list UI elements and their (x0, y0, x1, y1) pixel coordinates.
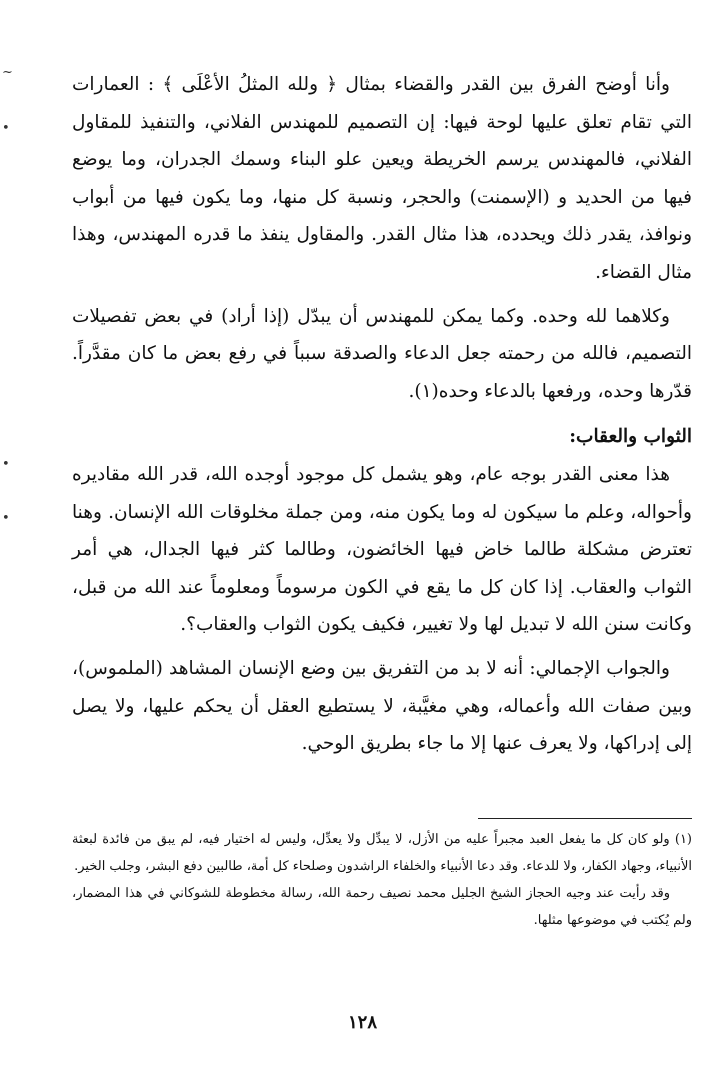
paragraph-reward-punishment: هذا معنى القدر بوجه عام، وهو يشمل كل موجود أوجده الله، قدر الله مقاديره وأحواله، وعلم ما سيكون له وما يكون منه، ومن جملة مخلوقات الله الإنسان. وهنا تعترض مشكلة طالما خاض فيها الخائضون، وطالما كثر فيها الجدال، هي أمر الثواب والعقاب. إذا كان كل ما يقع في الكون مرسوماً ومعلوماً عند الله من قبل، وكانت سنن الله لا تبديل لها ولا تغيير، فكيف يكون الثواب والعقاب؟. (72, 463, 692, 636)
paragraph-dua-note: وكلاهما لله وحده. وكما يمكن للمهندس أن يبدّل (إذا أراد) في بعض تفصيلات التصميم، فالله من رحمته جعل الدعاء والصدقة سبباً في رفع بعض ما كان مقدَّراً. قدّرها وحده، ورفعها بالدعاء وحده(١). (72, 305, 692, 402)
margin-mark: • (2, 457, 10, 472)
margin-mark: • (2, 121, 10, 136)
footnote-1: (١) ولو كان كل ما يفعل العبد مجبراً عليه من الأزل، لا يبدِّل ولا يعدِّل، وليس له اختيار فيه، لم يبق من فائدة لبعثة الأنبياء، وجهاد الكفار، ولا للدعاء. وقد دعا الأنبياء والخلفاء الراشدون وصلحاء كل أمة، طالبين دفع البشر، وجلب الخير. (72, 832, 692, 874)
page-number: ١٢٨ (347, 1012, 377, 1033)
section-heading: الثواب والعقاب: (569, 426, 692, 448)
footnotes (72, 826, 692, 934)
paragraph-general-answer: والجواب الإجمالي: أنه لا بد من التفريق بين وضع الإنسان المشاهد (الملموس)، وبين صفات الله وأعماله، وهي مغيَّبة، لا يستطيع العقل أن يحكم عليها، ولا يصل إلى إدراكها، ولا يعرف عنها إلا ما جاء بطريق الوحي. (72, 657, 692, 755)
footnote-1-continuation: وقد رأيت عند وجيه الحجاز الشيخ الجليل محمد نصيف رحمة الله، رسالة مخطوطة للشوكاني في هذا المضمار، ولم يُكتب في موضوعها مثلها. (72, 886, 692, 928)
main-text (72, 66, 692, 763)
paragraph-qadar-example: وأنا أوضح الفرق بين القدر والقضاء بمثال ﴿ ولله المثلُ الأعْلَى ﴾ : العمارات التي تقام تعلق عليها لوحة فيها: إن التصميم للمهندس الفلاني، والتنفيذ للمقاول الفلاني، فالمهندس يرسم الخريطة ويعين علو البناء وسمك الجدران، وما يوضع فيها من الحديد و (الإسمنت) والحجر، ونسبة كل منها، وما يكون فيها من أبواب ونوافذ، يقدر ذلك ويحدده، هذا مثال القدر. والمقاول ينفذ ما قدره المهندس، وهذا مثال القضاء. (72, 74, 692, 283)
margin-mark: • (2, 511, 10, 526)
margin-mark: ~ (2, 65, 13, 80)
footnote-divider (478, 818, 692, 819)
